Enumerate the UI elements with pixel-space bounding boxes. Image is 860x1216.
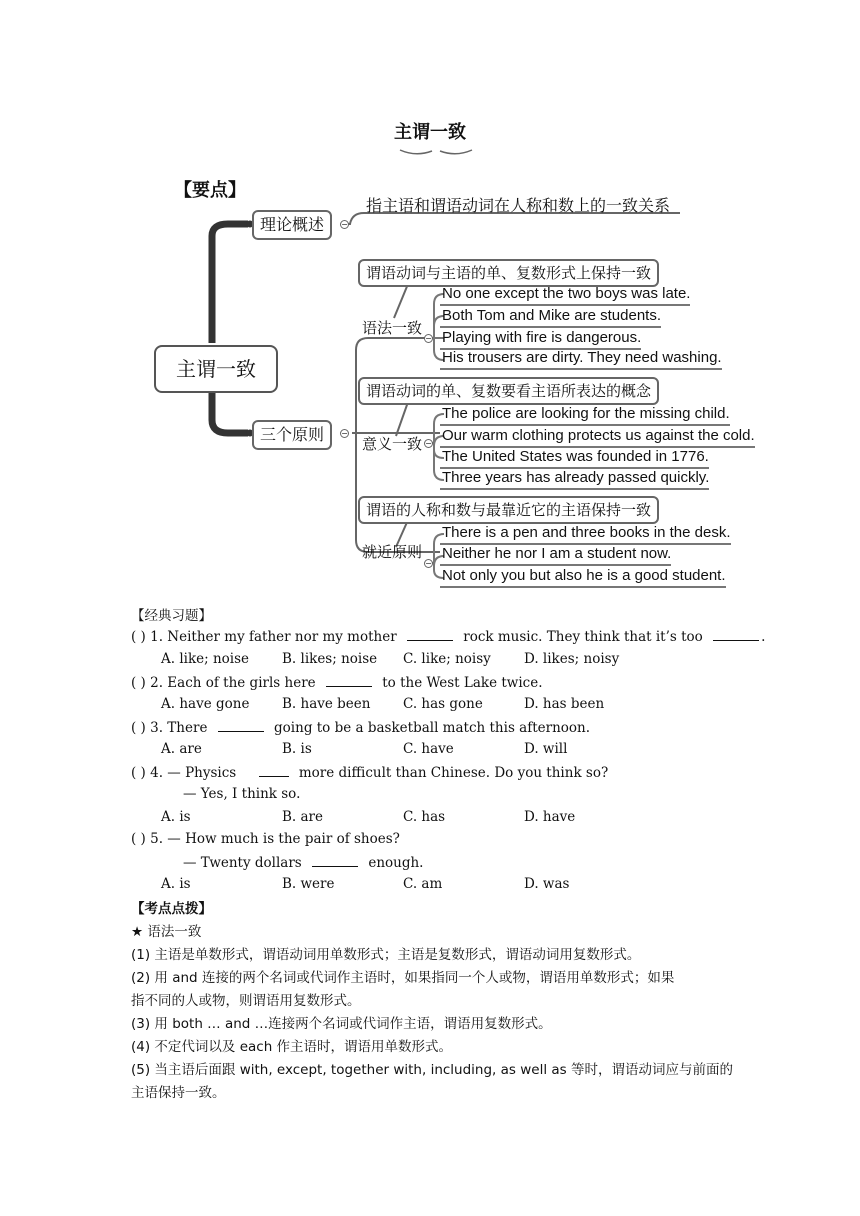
option: C. like; noisy bbox=[403, 651, 491, 667]
collapse-icon: − bbox=[425, 559, 432, 568]
option: C. has bbox=[403, 809, 446, 825]
tip-line: (5) 当主语后面跟 with, except, together with, including, as well as 等时，谓语动词应与前面的 bbox=[131, 1062, 733, 1078]
tip-line: (4) 不定代词以及 each 作主语时，谓语用单数形式。 bbox=[131, 1039, 453, 1055]
question-5-reply: — Twenty dollars enough. bbox=[183, 855, 424, 871]
grammar-example: No one except the two boys was late. bbox=[440, 284, 690, 306]
node-meaning: 意义一致 bbox=[362, 435, 423, 453]
option: B. were bbox=[282, 876, 335, 892]
answer-paren: ( ) bbox=[131, 675, 146, 691]
option: A. is bbox=[161, 876, 191, 892]
tip-line: (3) 用 both … and …连接两个名词或代词作主语，谓语用复数形式。 bbox=[131, 1016, 552, 1032]
option: D. will bbox=[524, 741, 568, 757]
proximity-example: Neither he nor I am a student now. bbox=[440, 544, 671, 566]
question-4: ( ) 4. — Physics more difficult than Chinese. Do you think so? bbox=[131, 765, 609, 781]
option: B. are bbox=[282, 809, 323, 825]
option: A. like; noise bbox=[161, 651, 250, 667]
option: D. have bbox=[524, 809, 576, 825]
option: A. are bbox=[161, 741, 202, 757]
proximity-example: Not only you but also he is a good student. bbox=[440, 566, 726, 588]
tip-line: 指不同的人或物，则谓语用复数形式。 bbox=[131, 993, 361, 1009]
answer-blank bbox=[259, 764, 289, 777]
question-1: ( ) 1. Neither my father nor my mother rock music. They think that it’s too . bbox=[131, 629, 766, 645]
grammar-example: Both Tom and Mike are students. bbox=[440, 306, 661, 328]
option: C. have bbox=[403, 741, 454, 757]
tips-heading: 【考点点拨】 bbox=[131, 901, 212, 917]
mindmap-root: 主谓一致 bbox=[154, 345, 278, 393]
tip-line: (2) 用 and 连接的两个名词或代词作主语时，如果指同一个人或物，谓语用单数形式；如果 bbox=[131, 970, 675, 986]
option: B. likes; noise bbox=[282, 651, 378, 667]
grammar-example: Playing with fire is dangerous. bbox=[440, 328, 641, 350]
grammar-rule: 谓语动词与主语的单、复数形式上保持一致 bbox=[358, 259, 659, 287]
meaning-example: The police are looking for the missing child. bbox=[440, 404, 730, 426]
proximity-example: There is a pen and three books in the desk. bbox=[440, 523, 731, 545]
meaning-rule: 谓语动词的单、复数要看主语所表达的概念 bbox=[358, 377, 659, 405]
node-theory: 理论概述 bbox=[252, 210, 332, 240]
question-5: ( ) 5. — How much is the pair of shoes? bbox=[131, 831, 400, 847]
star-icon: ★ bbox=[131, 924, 144, 940]
page-title: 主谓一致 bbox=[394, 122, 466, 143]
option: A. have gone bbox=[161, 696, 250, 712]
meaning-example: Our warm clothing protects us against the cold. bbox=[440, 426, 755, 448]
option: D. likes; noisy bbox=[524, 651, 620, 667]
grammar-example: His trousers are dirty. They need washing. bbox=[440, 348, 722, 370]
collapse-icon: − bbox=[341, 429, 348, 438]
node-principles: 三个原则 bbox=[252, 420, 332, 450]
theory-definition: 指主语和谓语动词在人称和数上的一致关系 bbox=[366, 196, 671, 215]
key-points-tag: 【要点】 bbox=[174, 180, 246, 201]
option: B. have been bbox=[282, 696, 371, 712]
answer-paren: ( ) bbox=[131, 720, 146, 736]
meaning-example: The United States was founded in 1776. bbox=[440, 447, 709, 469]
question-2: ( ) 2. Each of the girls here to the West Lake twice. bbox=[131, 675, 543, 691]
meaning-example: Three years has already passed quickly. bbox=[440, 468, 709, 490]
answer-paren: ( ) bbox=[131, 765, 146, 781]
exercises-heading: 【经典习题】 bbox=[131, 608, 212, 624]
question-4-reply: — Yes, I think so. bbox=[183, 786, 301, 802]
collapse-icon: − bbox=[341, 220, 348, 229]
option: D. was bbox=[524, 876, 570, 892]
tip-line: (1) 主语是单数形式，谓语动词用单数形式；主语是复数形式，谓语动词用复数形式。 bbox=[131, 947, 641, 963]
node-grammar: 语法一致 bbox=[362, 319, 423, 337]
option: D. has been bbox=[524, 696, 605, 712]
option: C. has gone bbox=[403, 696, 483, 712]
proximity-rule: 谓语的人称和数与最靠近它的主语保持一致 bbox=[358, 496, 659, 524]
answer-blank bbox=[312, 854, 358, 867]
option: A. is bbox=[161, 809, 191, 825]
node-proximity: 就近原则 bbox=[362, 543, 423, 561]
answer-blank bbox=[218, 719, 264, 732]
option: C. am bbox=[403, 876, 443, 892]
answer-paren: ( ) bbox=[131, 629, 146, 645]
collapse-icon: − bbox=[425, 439, 432, 448]
collapse-icon: − bbox=[425, 334, 432, 343]
answer-blank bbox=[407, 628, 453, 641]
answer-blank bbox=[713, 628, 759, 641]
option: B. is bbox=[282, 741, 312, 757]
answer-blank bbox=[326, 674, 372, 687]
tips-subheading: ★ 语法一致 bbox=[131, 924, 202, 940]
question-3: ( ) 3. There going to be a basketball match this afternoon. bbox=[131, 720, 591, 736]
answer-paren: ( ) bbox=[131, 831, 146, 847]
tip-line: 主语保持一致。 bbox=[131, 1085, 226, 1101]
